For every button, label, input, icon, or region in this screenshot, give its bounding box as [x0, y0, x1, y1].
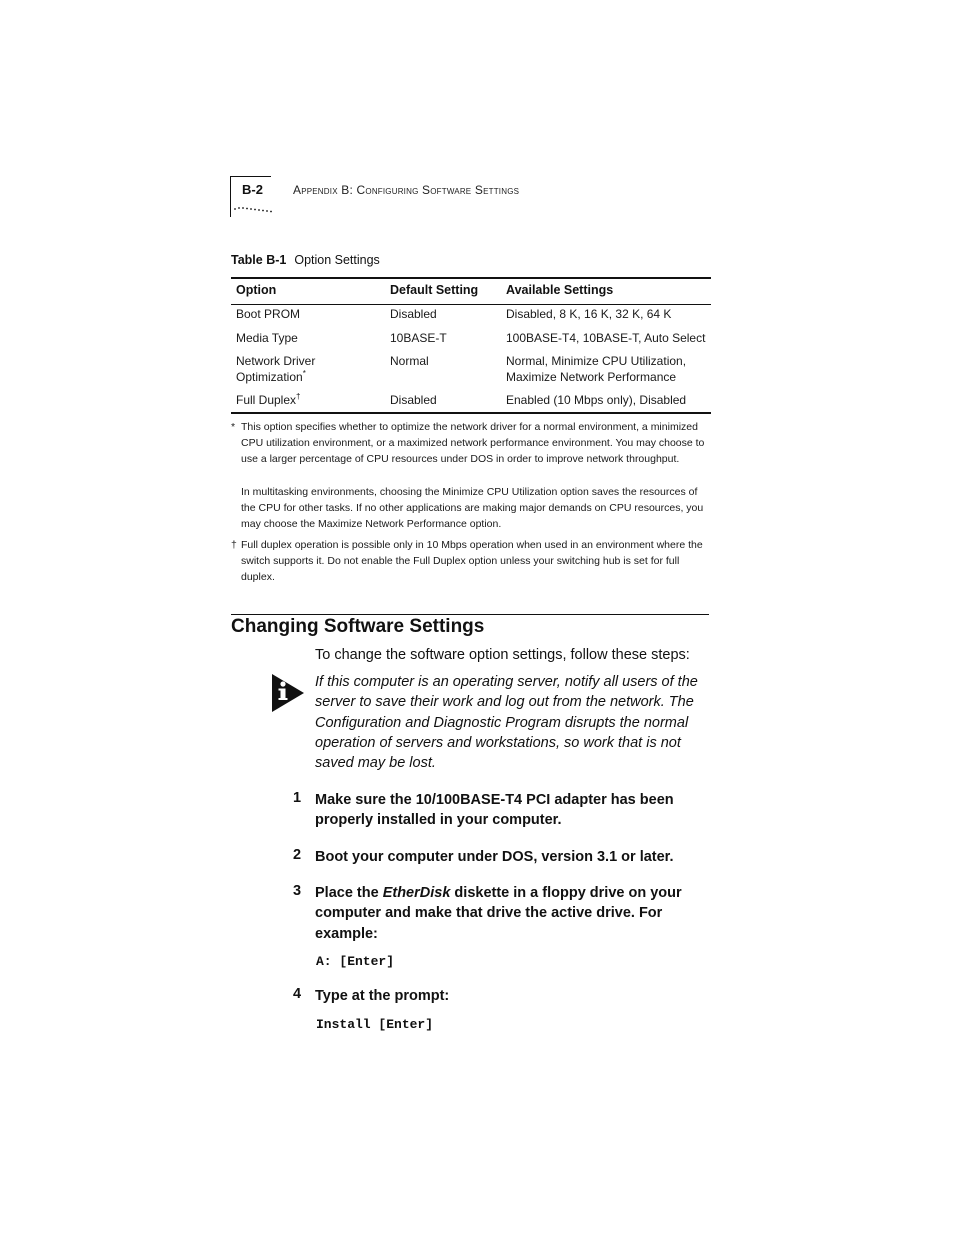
step-number: 2	[293, 847, 302, 863]
cell-available	[506, 353, 686, 385]
table-caption-label: Table B-1	[231, 253, 287, 267]
cell-default: Normal	[390, 354, 429, 368]
cell-available: Disabled, 8 K, 16 K, 32 K, 64 K	[506, 307, 672, 321]
step-number: 4	[293, 986, 302, 1002]
table-top-rule	[231, 277, 711, 279]
info-icon	[272, 674, 304, 712]
table-caption	[231, 253, 380, 267]
cell-option-line: Optimization*	[236, 369, 306, 384]
cell-available-line: Normal, Minimize CPU Utilization,	[506, 354, 687, 368]
cell-option: Media Type	[236, 331, 298, 345]
command-example: A: [Enter]	[316, 954, 395, 969]
footnote-mark-star: *	[231, 421, 236, 433]
section-rule	[231, 614, 709, 615]
cell-default: 10BASE-T	[390, 331, 447, 345]
column-header-default: Default Setting	[390, 283, 479, 297]
command-example: Install [Enter]	[316, 1017, 434, 1032]
step-text: Boot your computer under DOS, version 3.1 or later.	[315, 849, 674, 865]
step-text: Type at the prompt:	[315, 988, 450, 1004]
page-number-frame-left	[230, 176, 231, 217]
section-title: Changing Software Settings	[231, 616, 485, 637]
page-number: B-2	[242, 182, 263, 197]
step-number: 1	[293, 790, 302, 806]
cell-option	[236, 353, 315, 385]
section-intro: To change the software option settings, follow these steps:	[315, 647, 690, 663]
column-header-option: Option	[236, 283, 277, 297]
warning-note: If this computer is an operating server, notify all users of the server to save their work and log out from the network. The Configuration and Diagnostic Program disrupts the normal operation of servers and workstations, so work that is not saved may be lost.	[315, 674, 698, 772]
step-text: Make sure the 10/100BASE-T4 PCI adapter has been properly installed in your computer.	[315, 792, 674, 829]
table-header-rule	[231, 304, 711, 305]
product-name: EtherDisk	[382, 885, 451, 901]
running-head: Appendix B: Configuring Software Settings	[293, 183, 520, 197]
cell-default: Disabled	[390, 307, 437, 321]
footnote-mark-dagger: †	[231, 539, 237, 551]
column-header-available: Available Settings	[506, 283, 614, 297]
table-bottom-rule	[231, 412, 711, 414]
step-number: 3	[293, 883, 302, 899]
cell-option-line: Network Driver	[236, 354, 316, 368]
cell-default: Disabled	[390, 393, 437, 407]
footnote-star-para2: In multitasking environments, choosing the Minimize CPU Utilization option saves the resources of the CPU for other tasks. If no other applications are making major demands on CPU resources, you may choose the Maximize Network Performance option.	[241, 486, 704, 530]
footnote-dagger: Full duplex operation is possible only in 10 Mbps operation when used in an environment where the switch supports it. Do not enable the Full Duplex option unless your switching hub is set for full duplex.	[241, 539, 703, 583]
cell-available-line: Maximize Network Performance	[506, 370, 677, 384]
dotted-ornament	[233, 206, 273, 214]
cell-option: Full Duplex†	[236, 392, 301, 407]
footnote-ref-dagger: †	[296, 392, 301, 401]
cell-available: Enabled (10 Mbps only), Disabled	[506, 393, 687, 407]
page-number-frame-top	[230, 176, 271, 177]
footnote-star-para1: This option specifies whether to optimize the network driver for a normal environment, a minimized CPU utilization environment, or a maximized network performance environment. You may choose to use a larger percentage of CPU resources under DOS in order to improve network throughput.	[241, 421, 705, 465]
footnote-ref-star: *	[302, 369, 306, 378]
step-text: Place the EtherDisk diskette in a floppy drive on your computer and make that drive the active drive. For example:	[315, 885, 682, 942]
table-caption-title: Option Settings	[294, 253, 380, 267]
cell-option: Boot PROM	[236, 307, 301, 321]
cell-available: 100BASE-T4, 10BASE-T, Auto Select	[506, 331, 706, 345]
